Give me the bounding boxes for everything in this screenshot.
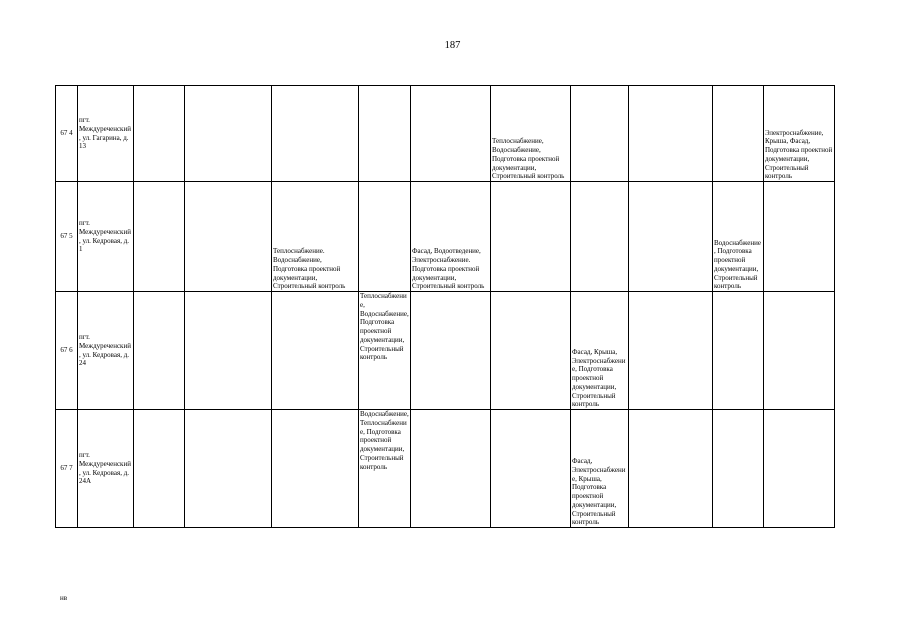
work-cell: [491, 292, 571, 410]
work-cell: [491, 410, 571, 528]
work-cell: [629, 182, 713, 292]
work-cell: [629, 292, 713, 410]
work-cell: [764, 410, 835, 528]
work-cell: [272, 292, 359, 410]
work-cell: [411, 410, 491, 528]
table-row: [56, 86, 835, 182]
address-cell: пгт. Междуреченский, ул. Кедровая, д. 24: [78, 292, 134, 410]
work-cell: [571, 182, 629, 292]
work-cell: [359, 86, 411, 182]
work-cell: [185, 86, 272, 182]
work-cell: Фасад, Крыша, Электроснабжение, Подготовка проектной документации, Строительный контроль: [571, 292, 629, 410]
address-cell: пгт. Междуреченский, ул. Кедровая, д. 24А: [78, 410, 134, 528]
work-cell: [185, 182, 272, 292]
work-cell: [713, 292, 764, 410]
row-number: 67 5: [56, 182, 78, 292]
work-cell: [713, 410, 764, 528]
work-cell: Водоснабжение, Теплоснабжение, Подготовка проектной документации, Строительный контроль: [359, 410, 411, 528]
work-cell: Фасад, Электроснабжение, Крыша, Подготовка проектной документации, Строительный контроль: [571, 410, 629, 528]
work-cell: Теплоснабжение, Водоснабжение, Подготовка проектной документации, Строительный контроль: [359, 292, 411, 410]
work-cell: [359, 182, 411, 292]
work-cell: [713, 86, 764, 182]
work-cell: [134, 410, 185, 528]
work-cell: [491, 182, 571, 292]
works-table: [55, 85, 835, 528]
row-number: 67 7: [56, 410, 78, 528]
table-row: [56, 410, 835, 528]
work-cell: [764, 182, 835, 292]
work-cell: [185, 292, 272, 410]
work-cell: [764, 292, 835, 410]
page-number: 187: [444, 40, 461, 51]
work-cell: [629, 410, 713, 528]
work-cell: [272, 86, 359, 182]
work-cell: [629, 86, 713, 182]
work-cell: [411, 86, 491, 182]
work-cell: [134, 182, 185, 292]
work-cell: [571, 86, 629, 182]
row-number: 67 6: [56, 292, 78, 410]
work-cell: [185, 410, 272, 528]
work-cell: Электроснабжение, Крыша, Фасад, Подготовка проектной документации, Строительный контроль: [764, 86, 835, 182]
work-cell: [272, 410, 359, 528]
work-cell: Фасад, Водоотведение, Электроснабжение. Подготовка проектной документации, Строительный контроль: [411, 182, 491, 292]
footer-mark: нв: [60, 594, 68, 602]
work-cell: [134, 86, 185, 182]
table-row: [56, 292, 835, 410]
work-cell: [411, 292, 491, 410]
work-cell: Водоснабжение, Подготовка проектной документации, Строительный контроль: [713, 182, 764, 292]
work-cell: [134, 292, 185, 410]
work-cell: Теплоснабжение. Водоснабжение, Подготовка проектной документации, Строительный контроль: [272, 182, 359, 292]
address-cell: пгт. Междуреченский, ул. Гагарина, д. 13: [78, 86, 134, 182]
work-cell: Теплоснабжение, Водоснабжение, Подготовка проектной документации, Строительный контроль: [491, 86, 571, 182]
row-number: 67 4: [56, 86, 78, 182]
table-row: [56, 182, 835, 292]
address-cell: пгт. Междуреченский, ул. Кедровая, д. 1: [78, 182, 134, 292]
